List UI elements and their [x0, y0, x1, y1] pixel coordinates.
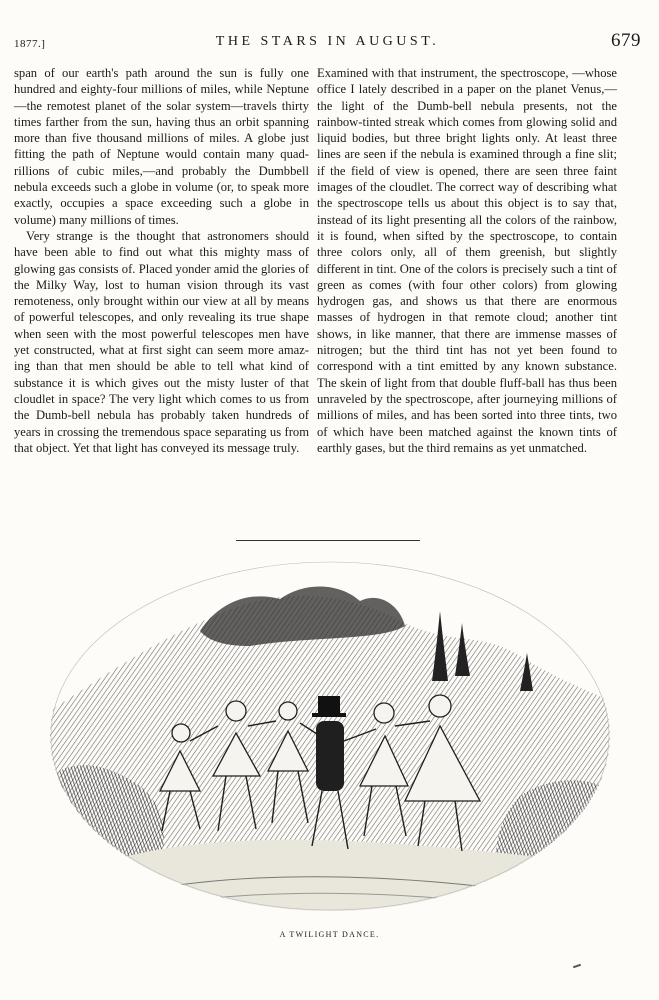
illustration-caption: A TWILIGHT DANCE. — [279, 930, 380, 939]
header-title: THE STARS IN AUGUST. — [215, 34, 440, 49]
page-number: 679 — [611, 30, 641, 51]
paragraph: Very strange is the thought that astronomers should have been able to find out what this mighty mass of glowing gas consists of. Placed yonder amid the glories of the Milky Way, lost to human vision through its vast remoteness, only brought within our view at all by means of powerful telescopes, and only revealing its true shape when seen with the most powerful telescopes men have yet constructed, what at first sight can seem more amazing than that men should be able to tell what kind of substance it is which gives out the misty luster of that cloudlet in space? The very light which comes to us from the Dumb-bell nebula has probably taken hundreds of years in crossing the tremendous space separating us from that object. Yet that light has conveyed its message truly. — [14, 228, 309, 455]
paragraph: Examined with that instrument, the spectroscope, —whose office I lately described in a paper on the planet Venus,—the light of the Dumb-bell nebula presents, not the rainbow-tinted streak which comes from glowing solid and liquid bodies, but three bright lights only. At least three lines are seen if the nebula is examined through a fine slit; if the field of view is opened, there are seen three faint images of the cloudlet. The correct way of describing what the spectroscope tells us about this object is to say that, instead of its light presenting all the colors of the rainbow, it is found, when sifted by the spectroscope, to contain three colors only, all of them greenish, but slightly different in tint. One of the colors is precisely such a tint of green as comes (with four other colors) from glowing hydrogen gas, and shows us that there are enormous masses of hydrogen in that remote cloud; another tint shows, in like manner, that there are immense masses of nitrogen; but the third tint has not yet been found to correspond with a tint emitted by any known substance. The skein of light from that double fluff-ball has thus been unraveled by the spectroscope, after journeying millions of millions of miles, and has been sorted into three tints, two of which have been matched against the known tints of earthly gases, but the third remains as yet unmatched. — [317, 66, 617, 455]
twilight-dance-engraving — [50, 561, 610, 921]
stray-ink-mark — [573, 964, 581, 969]
right-text-column — [317, 65, 617, 456]
section-divider — [236, 540, 420, 541]
paragraph: span of our earth's path around the sun is fully one hundred and eighty-four millions of miles, while Neptune—the remotest planet of the solar system—travels thirty times farther from the sun, having thus an orbit spanning more than five thousand millions of miles. A globe just fitting the path of Neptune would contain many quadrillions of cubic miles,—and probably the Dumbbell nebula exceeds such a globe in volume (or, to speak more exactly, occupies a space exceeding such a globe in volume) many millions of times. — [14, 66, 309, 227]
running-header — [14, 30, 641, 60]
left-text-column — [14, 65, 309, 456]
header-year: 1877.] — [14, 38, 46, 50]
